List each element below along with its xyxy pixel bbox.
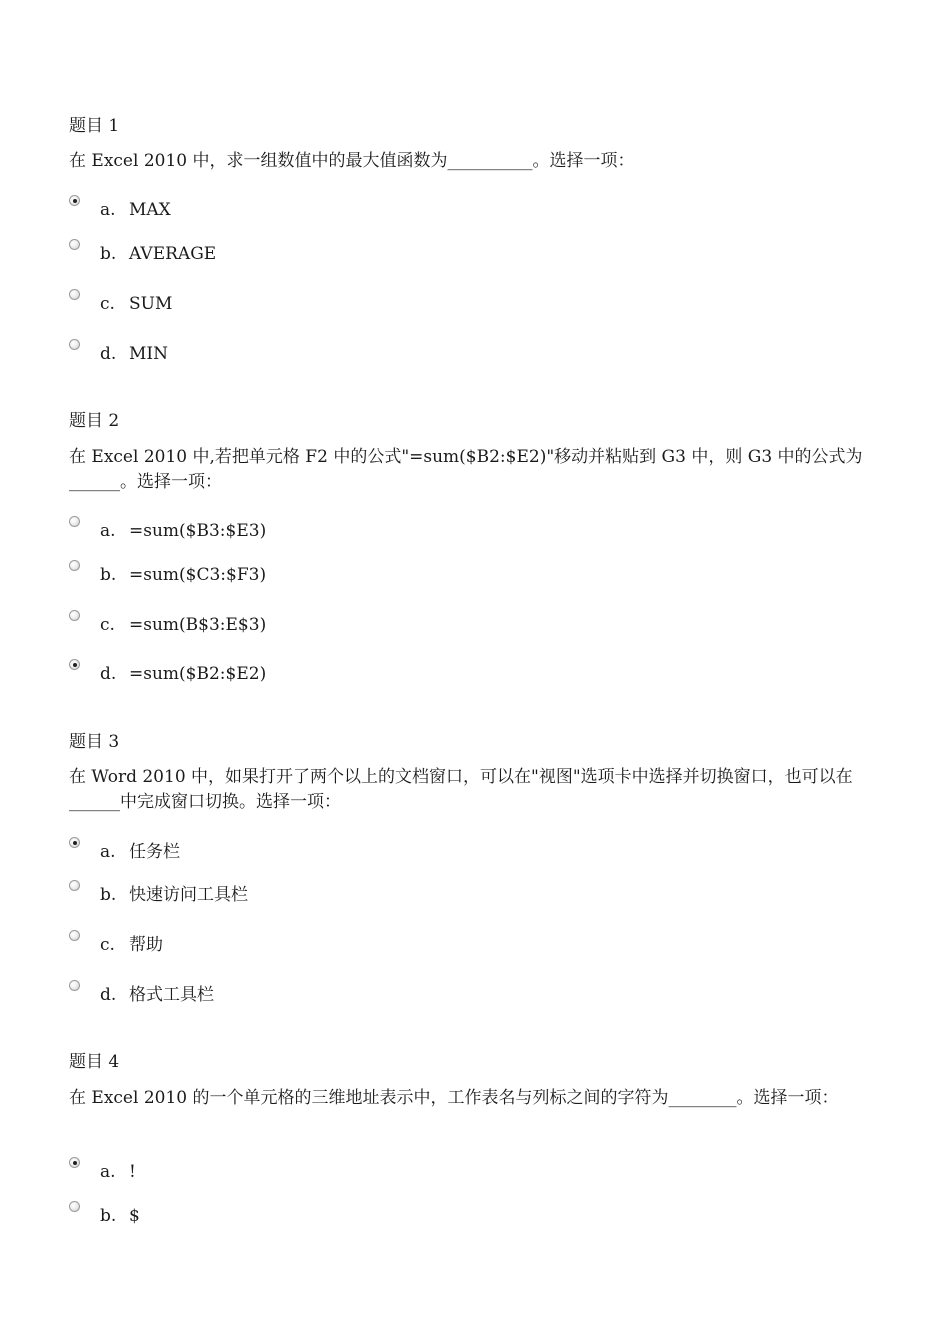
option-letter: b. xyxy=(100,565,117,585)
radio-selected-icon[interactable] xyxy=(69,659,80,670)
radio-unselected-icon[interactable] xyxy=(69,880,80,891)
question-2-option-b[interactable] xyxy=(69,560,669,584)
option-text: =sum($C3:$F3) xyxy=(129,565,267,585)
question-1-option-d[interactable] xyxy=(69,339,669,363)
question-4-text: 在 Excel 2010 的一个单元格的三维地址表示中，工作表名与列标之间的字符为________。选择一项： xyxy=(69,1088,839,1108)
option-text: $ xyxy=(129,1206,140,1226)
option-text: AVERAGE xyxy=(129,244,217,264)
option-letter: a. xyxy=(100,1162,116,1182)
question-1-option-b[interactable] xyxy=(69,239,669,263)
radio-unselected-icon[interactable] xyxy=(69,610,80,621)
option-letter: d. xyxy=(100,344,117,364)
option-letter: b. xyxy=(100,244,117,264)
radio-unselected-icon[interactable] xyxy=(69,239,80,250)
question-1-option-a[interactable] xyxy=(69,195,669,219)
question-3-option-a[interactable] xyxy=(69,837,669,861)
radio-unselected-icon[interactable] xyxy=(69,516,80,527)
radio-unselected-icon[interactable] xyxy=(69,930,80,941)
option-letter: a. xyxy=(100,521,116,541)
option-letter: c. xyxy=(100,615,115,635)
question-2-option-d[interactable] xyxy=(69,659,669,683)
option-text: 帮助 xyxy=(129,935,163,955)
radio-unselected-icon[interactable] xyxy=(69,1201,80,1212)
question-4-option-a[interactable] xyxy=(69,1157,669,1181)
option-text: MIN xyxy=(129,344,168,364)
question-1-option-c[interactable] xyxy=(69,289,669,313)
question-3-option-c[interactable] xyxy=(69,930,669,954)
option-text: 快速访问工具栏 xyxy=(129,885,248,905)
question-4-title: 题目 4 xyxy=(69,1052,120,1072)
question-2-text: 在 Excel 2010 中,若把单元格 F2 中的公式"=sum($B2:$E2)"移动并粘贴到 G3 中，则 G3 中的公式为______。选择一项： xyxy=(69,447,863,492)
option-letter: c. xyxy=(100,935,115,955)
question-1-text: 在 Excel 2010 中，求一组数值中的最大值函数为__________。选择一项： xyxy=(69,151,635,171)
option-text: 格式工具栏 xyxy=(129,985,214,1005)
radio-selected-icon[interactable] xyxy=(69,195,80,206)
question-3-option-d[interactable] xyxy=(69,980,669,1004)
option-text: =sum($B2:$E2) xyxy=(129,664,267,684)
radio-unselected-icon[interactable] xyxy=(69,339,80,350)
question-3-option-b[interactable] xyxy=(69,880,669,904)
question-3-text: 在 Word 2010 中，如果打开了两个以上的文档窗口，可以在"视图"选项卡中选择并切换窗口，也可以在______中完成窗口切换。选择一项： xyxy=(69,767,853,812)
option-letter: d. xyxy=(100,664,117,684)
option-text: MAX xyxy=(129,200,171,220)
question-4-option-b[interactable] xyxy=(69,1201,669,1225)
option-letter: b. xyxy=(100,885,117,905)
radio-unselected-icon[interactable] xyxy=(69,980,80,991)
question-2-option-c[interactable] xyxy=(69,610,669,634)
radio-unselected-icon[interactable] xyxy=(69,560,80,571)
option-text: ! xyxy=(129,1162,136,1182)
radio-unselected-icon[interactable] xyxy=(69,289,80,300)
option-text: =sum($B3:$E3) xyxy=(129,521,267,541)
option-letter: b. xyxy=(100,1206,117,1226)
radio-selected-icon[interactable] xyxy=(69,837,80,848)
question-1-title: 题目 1 xyxy=(69,116,120,136)
radio-selected-icon[interactable] xyxy=(69,1157,80,1168)
option-letter: a. xyxy=(100,842,116,862)
question-3-title: 题目 3 xyxy=(69,732,120,752)
option-letter: d. xyxy=(100,985,117,1005)
option-letter: c. xyxy=(100,294,115,314)
option-letter: a. xyxy=(100,200,116,220)
option-text: 任务栏 xyxy=(129,842,180,862)
option-text: =sum(B$3:E$3) xyxy=(129,615,267,635)
question-2-option-a[interactable] xyxy=(69,516,669,540)
option-text: SUM xyxy=(129,294,173,314)
question-2-title: 题目 2 xyxy=(69,411,120,431)
